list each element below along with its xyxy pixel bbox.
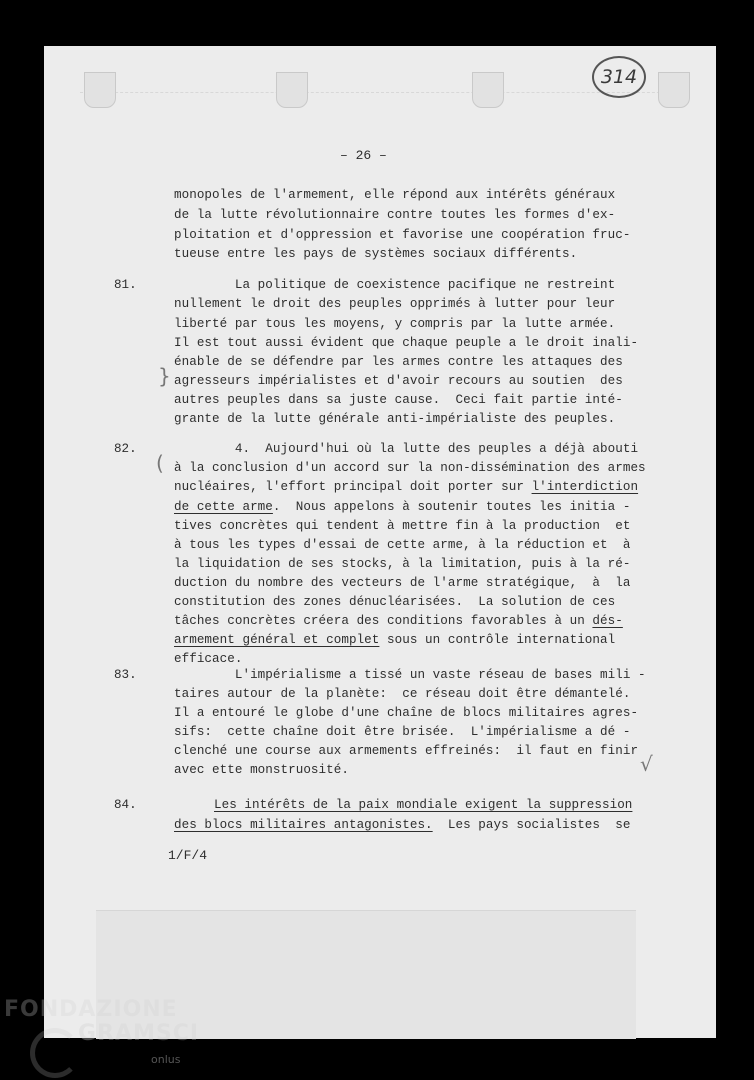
text-line: avec ette monstruosité. (174, 763, 349, 777)
binder-clip (472, 72, 504, 108)
text-line: liberté par tous les moyens, y compris par la lutte armée. (174, 317, 616, 331)
watermark (4, 997, 200, 1066)
watermark-line-2: RAMSCI (97, 1021, 200, 1046)
text-line: armement général et complet sous un contrôle international (174, 633, 616, 647)
text-line: grante de la lutte générale anti-impérialiste des peuples. (174, 412, 616, 426)
text-line: énable de se défendre par les armes contre les attaques des (174, 355, 623, 369)
margin-bracket: ( (156, 451, 164, 475)
underlined-text: armement général et complet (174, 633, 380, 647)
text-line: L'impérialisme a tissé un vaste réseau de bases mili - (174, 668, 646, 682)
text-line: la liquidation de ses stocks, à la limitation, puis à la ré- (174, 557, 631, 571)
binder-clip (276, 72, 308, 108)
binder-clip (84, 72, 116, 108)
text-line: nullement le droit des peuples opprimés à lutter pour leur (174, 297, 616, 311)
text-line: des blocs militaires antagonistes. Les pays socialistes se (174, 818, 631, 832)
archive-number-stamp: 314 (592, 56, 646, 98)
underlined-text: des blocs militaires antagonistes. (174, 818, 433, 832)
text-line: constitution des zones dénucléarisées. La solution de ces (174, 595, 616, 609)
text-line: duction du nombre des vecteurs de l'arme stratégique, à la (174, 576, 631, 590)
paragraph-number: 84. (114, 798, 137, 812)
text-line: nucléaires, l'effort principal doit porter sur l'interdiction (174, 480, 639, 494)
text-line: efficace. (174, 652, 243, 666)
text-line: autres peuples dans sa juste cause. Ceci fait partie inté- (174, 393, 623, 407)
text-line (214, 798, 632, 812)
margin-check-mark: √ (640, 752, 653, 776)
binder-clip (658, 72, 690, 108)
underlined-text: l'interdiction (531, 480, 639, 494)
watermark-initial: G (78, 1021, 98, 1046)
text-line: tueuse entre les pays de systèmes sociaux différents. (174, 247, 578, 261)
watermark-onlus: onlus (151, 1053, 181, 1066)
text-line: taires autour de la planète: ce réseau doit être démantelé. (174, 687, 631, 701)
text-line: tives concrètes qui tendent à mettre fin à la production et (174, 519, 631, 533)
text-line: ploitation et d'oppression et favorise une coopération fruc- (174, 228, 631, 242)
underlined-text: de cette arme (174, 500, 273, 514)
watermark-line-1: FONDAZIONE (4, 997, 178, 1022)
text-line: Il a entouré le globe d'une chaîne de blocs militaires agres- (174, 706, 639, 720)
text-line: de la lutte révolutionnaire contre toutes les formes d'ex- (174, 208, 616, 222)
underlined-text: Les intérêts de la paix mondiale exigent la suppression (214, 798, 633, 812)
text-line: monopoles de l'armement, elle répond aux intérêts généraux (174, 188, 616, 202)
text-line: à tous les types d'essai de cette arme, à la réduction et à (174, 538, 631, 552)
text-line: 4. Aujourd'hui où la lutte des peuples a déjà abouti (174, 442, 639, 456)
text-line: sifs: cette chaîne doit être brisée. L'impérialisme a dé - (174, 725, 631, 739)
text-line: de cette arme. Nous appelons à soutenir toutes les initia - (174, 500, 631, 514)
paragraph-number: 81. (114, 278, 137, 292)
text-line: tâches concrètes créera des conditions favorables à un dés- (174, 614, 623, 628)
text-line: à la conclusion d'un accord sur la non-dissémination des armes (174, 461, 646, 475)
text-line: La politique de coexistence pacifique ne restreint (174, 278, 616, 292)
paragraph-number: 82. (114, 442, 137, 456)
paragraph-number: 83. (114, 668, 137, 682)
document-code: 1/F/4 (168, 848, 208, 863)
document-page (44, 46, 716, 1038)
margin-bracket: } (158, 364, 171, 388)
text-line: Il est tout aussi évident que chaque peuple a le droit inali- (174, 336, 639, 350)
page-number: – 26 – (340, 148, 387, 163)
underlined-text: dés- (592, 614, 623, 628)
binder-guide-line (80, 92, 680, 93)
text-line: clenché une course aux armements effreinés: il faut en finir (174, 744, 639, 758)
text-line: agresseurs impérialistes et d'avoir recours au soutien des (174, 374, 623, 388)
